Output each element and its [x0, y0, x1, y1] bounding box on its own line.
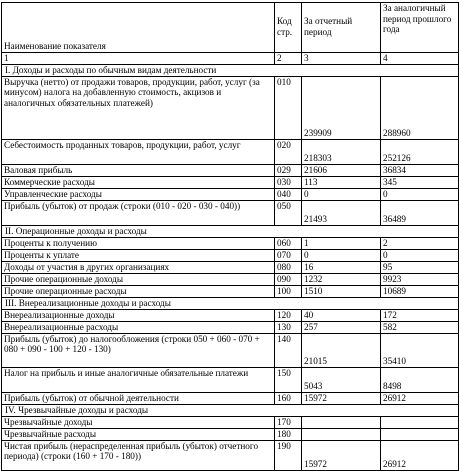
- line-code: 030: [275, 176, 302, 188]
- line-code: 100: [275, 285, 302, 297]
- table-row: [2, 416, 459, 428]
- table-row: [2, 321, 459, 333]
- previous-period-value: 8498: [381, 367, 459, 392]
- line-code: 040: [275, 188, 302, 200]
- section-title: III. Внереализационные доходы и расходы: [2, 297, 459, 309]
- header-current: За отчетный период: [302, 3, 381, 53]
- line-code: 180: [275, 428, 302, 440]
- line-code: 010: [275, 76, 302, 139]
- previous-period-value: 36489: [381, 200, 459, 225]
- section-row: [2, 64, 459, 76]
- table-row: [2, 176, 459, 188]
- current-period-value: 21606: [302, 164, 381, 176]
- table-row: [2, 367, 459, 392]
- table-row: [2, 164, 459, 176]
- indicator-name: Прочие операционные доходы: [2, 273, 275, 285]
- previous-period-value: 0: [381, 249, 459, 261]
- previous-period-value: 36834: [381, 164, 459, 176]
- index-row: [2, 53, 459, 65]
- current-period-value: 239909: [302, 76, 381, 139]
- table-row: [2, 139, 459, 164]
- line-code: 090: [275, 273, 302, 285]
- header-previous: За аналогичный период прошлого года: [381, 3, 459, 53]
- indicator-name: Доходы от участия в других организациях: [2, 261, 275, 273]
- current-period-value: 15972: [302, 440, 381, 470]
- current-period-value: 218303: [302, 139, 381, 164]
- table-row: [2, 285, 459, 297]
- current-period-value: 1232: [302, 273, 381, 285]
- previous-period-value: 95: [381, 261, 459, 273]
- previous-period-value: 26912: [381, 392, 459, 404]
- current-period-value: 257: [302, 321, 381, 333]
- current-period-value: 0: [302, 188, 381, 200]
- table-row: [2, 333, 459, 367]
- current-period-value: 5043: [302, 367, 381, 392]
- indicator-name: Выручка (нетто) от продажи товаров, продукции, работ, услуг (за минусом) налога на добавленную стоимость, акцизов и аналогичных обязательных платежей): [2, 76, 275, 139]
- table-row: [2, 261, 459, 273]
- current-period-value: 0: [302, 249, 381, 261]
- line-code: 170: [275, 416, 302, 428]
- indicator-name: Чрезвычайные расходы: [2, 428, 275, 440]
- indicator-name: Чрезвычайные доходы: [2, 416, 275, 428]
- table-body: [2, 64, 459, 470]
- line-code: 120: [275, 309, 302, 321]
- line-code: 070: [275, 249, 302, 261]
- table-row: [2, 200, 459, 225]
- indicator-name: Налог на прибыль и иные аналогичные обязательные платежи: [2, 367, 275, 392]
- table-row: [2, 76, 459, 139]
- indicator-name: Валовая прибыль: [2, 164, 275, 176]
- indicator-name: Прибыль (убыток) от продаж (строки (010 - 020 - 030 - 040)): [2, 200, 275, 225]
- line-code: 130: [275, 321, 302, 333]
- indicator-name: Внереализационные доходы: [2, 309, 275, 321]
- current-period-value: 113: [302, 176, 381, 188]
- financial-results-table: [1, 2, 459, 471]
- table-row: [2, 273, 459, 285]
- current-period-value: 1: [302, 237, 381, 249]
- current-period-value: 21493: [302, 200, 381, 225]
- indicator-name: Прочие операционные расходы: [2, 285, 275, 297]
- previous-period-value: 2: [381, 237, 459, 249]
- current-period-value: 40: [302, 309, 381, 321]
- section-row: [2, 297, 459, 309]
- line-code: 020: [275, 139, 302, 164]
- previous-period-value: [381, 416, 459, 428]
- index-cell: 2: [275, 53, 302, 65]
- indicator-name: Себестоимость проданных товаров, продукции, работ, услуг: [2, 139, 275, 164]
- header-code: Код стр.: [275, 3, 302, 53]
- table-row: [2, 188, 459, 200]
- previous-period-value: 172: [381, 309, 459, 321]
- indicator-name: Прибыль (убыток) от обычной деятельности: [2, 392, 275, 404]
- current-period-value: [302, 416, 381, 428]
- section-title: I. Доходы и расходы по обычным видам деятельности: [2, 64, 459, 76]
- current-period-value: 21015: [302, 333, 381, 367]
- previous-period-value: [381, 428, 459, 440]
- line-code: 190: [275, 440, 302, 470]
- line-code: 160: [275, 392, 302, 404]
- previous-period-value: 10689: [381, 285, 459, 297]
- index-cell: 1: [2, 53, 275, 65]
- table-row: [2, 428, 459, 440]
- line-code: 029: [275, 164, 302, 176]
- indicator-name: Управленческие расходы: [2, 188, 275, 200]
- header-row: [2, 3, 459, 53]
- section-title: IV. Чрезвычайные доходы и расходы: [2, 404, 459, 416]
- line-code: 060: [275, 237, 302, 249]
- table-row: [2, 249, 459, 261]
- indicator-name: Внереализационные расходы: [2, 321, 275, 333]
- current-period-value: 15972: [302, 392, 381, 404]
- indicator-name: Прибыль (убыток) до налогообложения (строки 050 + 060 - 070 + 080 + 090 - 100 + 120 - 130): [2, 333, 275, 367]
- indicator-name: Коммерческие расходы: [2, 176, 275, 188]
- line-code: 150: [275, 367, 302, 392]
- previous-period-value: 9923: [381, 273, 459, 285]
- indicator-name: Проценты к получению: [2, 237, 275, 249]
- previous-period-value: 345: [381, 176, 459, 188]
- header-name: Наименование показателя: [2, 3, 275, 53]
- previous-period-value: 582: [381, 321, 459, 333]
- section-title: II. Операционные доходы и расходы: [2, 225, 459, 237]
- previous-period-value: 288960: [381, 76, 459, 139]
- section-row: [2, 404, 459, 416]
- line-code: 050: [275, 200, 302, 225]
- current-period-value: [302, 428, 381, 440]
- current-period-value: 1510: [302, 285, 381, 297]
- line-code: 140: [275, 333, 302, 367]
- previous-period-value: 252126: [381, 139, 459, 164]
- section-row: [2, 225, 459, 237]
- indicator-name: Проценты к уплате: [2, 249, 275, 261]
- line-code: 080: [275, 261, 302, 273]
- table-row: [2, 237, 459, 249]
- index-cell: 3: [302, 53, 381, 65]
- table-row: [2, 309, 459, 321]
- previous-period-value: 0: [381, 188, 459, 200]
- current-period-value: 16: [302, 261, 381, 273]
- index-cell: 4: [381, 53, 459, 65]
- table-row: [2, 440, 459, 470]
- table-row: [2, 392, 459, 404]
- indicator-name: Чистая прибыль (нераспределенная прибыль (убыток) отчетного периода) (строки (160 + 170 - 180)): [2, 440, 275, 470]
- previous-period-value: 35410: [381, 333, 459, 367]
- previous-period-value: 26912: [381, 440, 459, 470]
